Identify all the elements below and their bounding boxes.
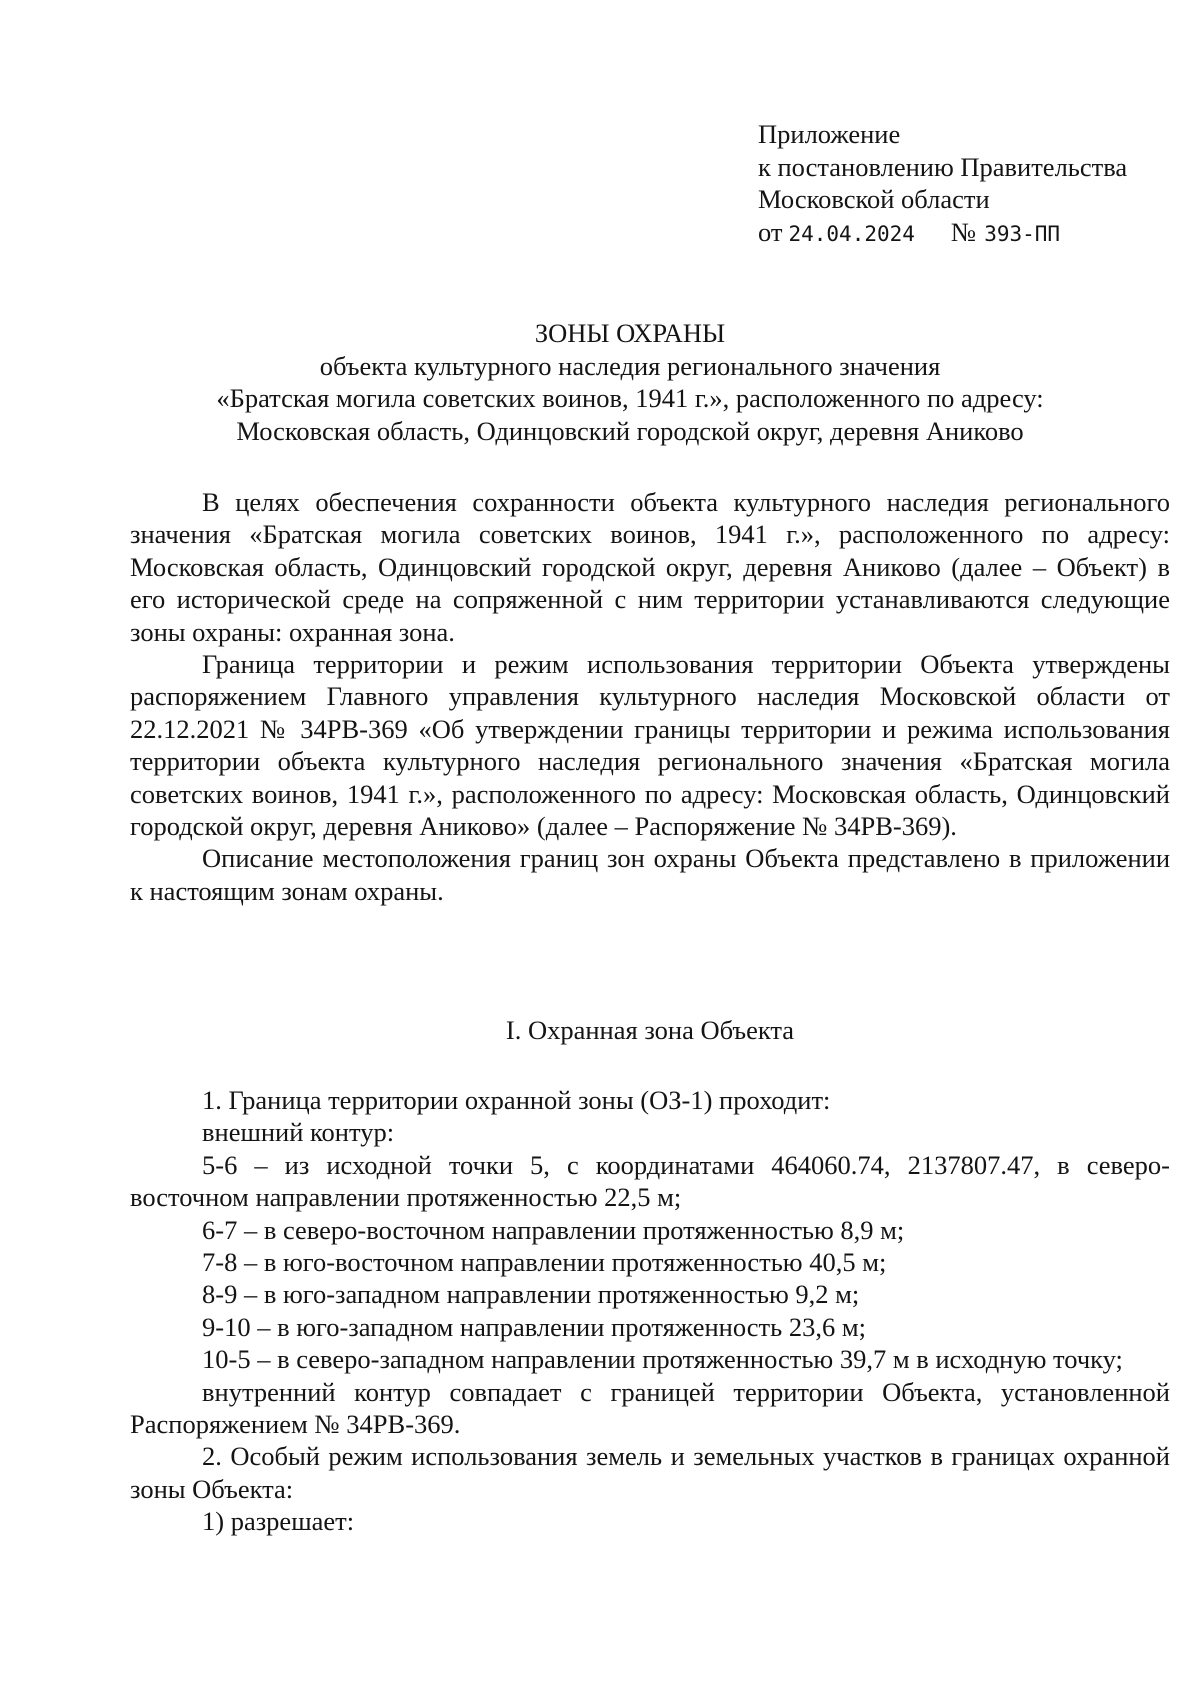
- segment-5-6: 5-6 – из исходной точки 5, с координатами 464060.74, 2137807.47, в северо-восточном направлении протяженностью 22,5 м;: [130, 1149, 1170, 1213]
- segment-8-9: 8-9 – в юго-западном направлении протяженностью 9,2 м;: [202, 1279, 860, 1310]
- resolution-number: 393-ПП: [984, 221, 1061, 246]
- date-label: от: [758, 216, 783, 247]
- section-heading: I. Охранная зона Объекта: [505, 1015, 795, 1045]
- document-title: [130, 317, 1130, 447]
- inner-contour: внутренний контур совпадает с границей территории Объекта, установленной Распоряжением № 34РВ-369.: [130, 1376, 1170, 1440]
- appendix-line-1: Приложение: [758, 119, 901, 149]
- list-item-2: 2. Особый режим использования земель и земельных участков в границах охранной зоны Объекта:: [130, 1441, 1170, 1504]
- title-line-1: объекта культурного наследия регионального значения: [319, 350, 941, 381]
- paragraph-1: В целях обеспечения сохранности объекта культурного наследия регионального значения «Братская могила советских воинов, 1941 г.», расположенного по адресу: Московская область, Одинцовский городской округ, деревня Аниково (далее – Объект) в его исторической среде на сопряженной с ним территории устанавливаются следующие зоны охраны: охранная зона.: [130, 487, 1170, 647]
- title-line-2: «Братская могила советских воинов, 1941 г.», расположенного по адресу:: [216, 383, 1044, 413]
- resolution-date: 24.04.2024: [788, 221, 915, 246]
- paragraph-3: Описание местоположения границ зон охраны Объекта представлено в приложении к настоящим зонам охраны.: [130, 843, 1170, 906]
- paragraph-2: Граница территории и режим использования территории Объекта утверждены распоряжением Главного управления культурного наследия Московской области от 22.12.2021 № 34РВ-369 «Об утверждении границы территории и режима использования территории объекта культурного наследия регионального значения «Братская могила советских воинов, 1941 г.», расположенного по адресу: Московская область, Одинцовский городской округ, деревня Аниково» (далее – Распоряжение № 34РВ-369).: [130, 649, 1170, 842]
- appendix-line-3: Московской области: [758, 184, 990, 214]
- segment-6-7: 6-7 – в северо-восточном направлении протяженностью 8,9 м;: [202, 1214, 905, 1245]
- segment-7-8: 7-8 – в юго-восточном направлении протяженностью 40,5 м;: [202, 1247, 887, 1278]
- intro-body: [130, 486, 1170, 907]
- title-heading: ЗОНЫ ОХРАНЫ: [534, 318, 726, 348]
- list-item-1: 1. Граница территории охранной зоны (ОЗ-1) проходит:: [202, 1085, 831, 1115]
- appendix-date-line: [758, 216, 1127, 251]
- segment-10-5: 10-5 – в северо-западном направлении протяженностью 39,7 м в исходную точку;: [202, 1344, 1123, 1375]
- appendix-block: [758, 118, 1127, 250]
- number-sign: №: [950, 216, 977, 247]
- outer-contour-label: внешний контур:: [202, 1117, 395, 1148]
- appendix-line-2: к постановлению Правительства: [758, 151, 1128, 182]
- title-line-3: Московская область, Одинцовский городской округ, деревня Аниково: [236, 415, 1024, 446]
- protection-zone-list: [130, 1084, 1170, 1538]
- segment-9-10: 9-10 – в юго-западном направлении протяженность 23,6 м;: [202, 1311, 866, 1342]
- list-item-2-1: 1) разрешает:: [202, 1506, 355, 1537]
